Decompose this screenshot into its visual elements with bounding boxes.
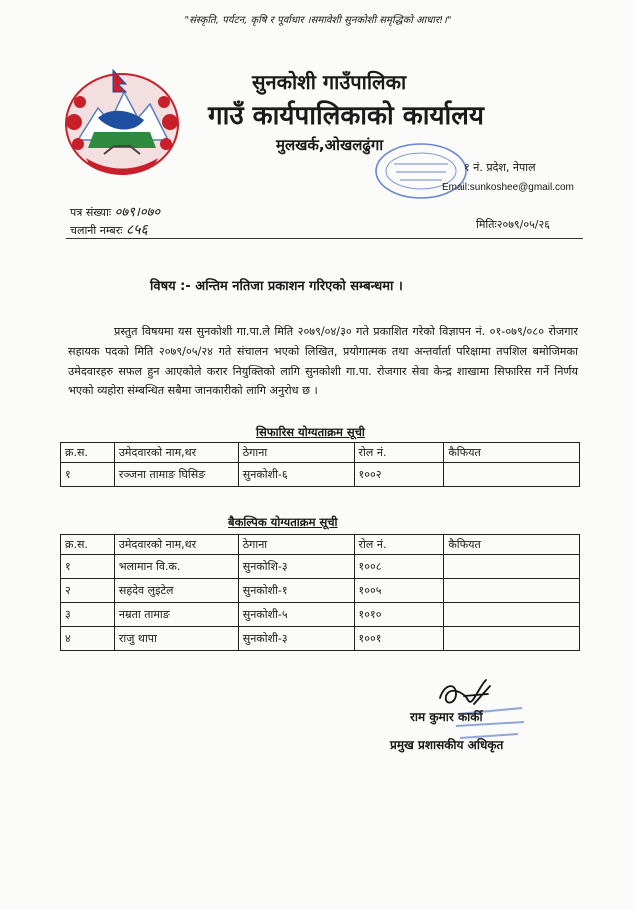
signatory-name: राम कुमार कार्की: [410, 710, 483, 724]
table-header-row: [61, 443, 580, 463]
cell-name: सहदेव लुइटेल: [114, 579, 238, 603]
cell-address: सुनकोशी-१: [238, 579, 354, 603]
recommended-table: [60, 442, 580, 487]
cell-name: नम्रता तामाङ: [114, 603, 238, 627]
cell-name: रञ्जना तामाङ घिसिङ: [114, 463, 238, 487]
cell-remarks: [444, 603, 580, 627]
cell-roll: १०१०: [354, 603, 444, 627]
table-row: [61, 603, 580, 627]
nepal-emblem-icon: [58, 62, 186, 180]
cell-roll: १००५: [354, 579, 444, 603]
header-serial: क्र.स.: [61, 535, 115, 555]
table-row: [61, 627, 580, 651]
table-row: [61, 463, 580, 487]
header-remarks: कैफियत: [444, 535, 580, 555]
office-location: मुलखर्क,ओखलढुंगा: [276, 136, 384, 154]
letter-number: [70, 202, 160, 220]
cell-address: सुनकोशी-३: [238, 627, 354, 651]
header-address: ठेगाना: [238, 535, 354, 555]
letter-date: मितिः२०७९/०५/२६: [476, 218, 550, 231]
header-motto: "संस्कृति, पर्यटन, कृषि र पूर्वाधार ।समावेशी सुनकोशी समृद्धिको आधार!।": [184, 15, 452, 26]
alternate-table: [60, 534, 580, 651]
cell-serial: १: [61, 555, 115, 579]
letter-number-label: पत्र संख्याः: [70, 206, 112, 219]
header-roll: रोल नं.: [354, 535, 444, 555]
header-serial: क्र.स.: [61, 443, 115, 463]
cell-address: सुनकोशी-५: [238, 603, 354, 627]
alternate-list-title: बैकल्पिक योग्यताक्रम सूची: [228, 515, 338, 529]
header-divider: [66, 238, 583, 239]
table-row: [61, 579, 580, 603]
cell-address: सुनकोशि-३: [238, 555, 354, 579]
header-address: ठेगाना: [238, 443, 354, 463]
cell-remarks: [444, 555, 580, 579]
table-row: [61, 555, 580, 579]
cell-name: भलामान वि.क.: [114, 555, 238, 579]
letter-number-value: ०७९।०७०: [114, 205, 161, 220]
municipality-name: सुनकोशी गाउँपालिका: [252, 70, 407, 94]
body-paragraph: [68, 322, 578, 401]
cell-remarks: [444, 579, 580, 603]
table-header-row: [61, 535, 580, 555]
dispatch-number: [70, 220, 148, 239]
cell-name: राजु थापा: [114, 627, 238, 651]
province-label: १ नं. प्रदेश, नेपाल: [464, 161, 536, 174]
cell-remarks: [444, 463, 580, 487]
cell-roll: १००१: [354, 627, 444, 651]
signatory-title: प्रमुख प्रशासकीय अधिकृत: [390, 738, 504, 752]
cell-remarks: [444, 627, 580, 651]
header-remarks: कैफियत: [444, 443, 580, 463]
header-name: उमेदवारको नाम,थर: [114, 443, 238, 463]
subject-line: विषय :- अन्तिम नतिजा प्रकाशन गरिएको सम्बन्धमा ।: [150, 279, 403, 294]
dispatch-number-value: ८५६: [125, 222, 148, 238]
cell-serial: २: [61, 579, 115, 603]
body-text: प्रस्तुत विषयमा यस सुनकोशी गा.पा.ले मिति २०७९/०४/३० गते प्रकाशित गरेको विज्ञापन नं. ०१-०७९/०८० रोजगार सहायक पदको मिति २०७९/०५/२४ गते संचालन भएको लिखित, प्रयोगात्मक तथा अन्तर्वार्ता परिक्षामा तपशिल बमोजिमका उमेदवारहरु सफल हुन आएकोले करार नियुक्तिको लागि सुनकोशी गा.पा. रोजगार सेवा केन्द्र शाखामा सिफारिस गर्ने निर्णय भएको व्यहोरा संम्बन्धित सबैमा जानकारीको लागि अनुरोध छ ।: [68, 325, 578, 398]
dispatch-number-label: चलानी नम्बरः: [70, 224, 123, 237]
email-address: Email:sunkoshee@gmail.com: [442, 182, 574, 193]
header-roll: रोल नं.: [354, 443, 444, 463]
cell-roll: १००८: [354, 555, 444, 579]
cell-serial: १: [61, 463, 115, 487]
cell-serial: ३: [61, 603, 115, 627]
cell-address: सुनकोशी-६: [238, 463, 354, 487]
recommended-list-title: सिफारिस योग्यताक्रम सूची: [256, 425, 365, 439]
office-name: गाउँ कार्यपालिकाको कार्यालय: [208, 101, 484, 131]
cell-roll: १००२: [354, 463, 444, 487]
cell-serial: ४: [61, 627, 115, 651]
header-name: उमेदवारको नाम,थर: [114, 535, 238, 555]
